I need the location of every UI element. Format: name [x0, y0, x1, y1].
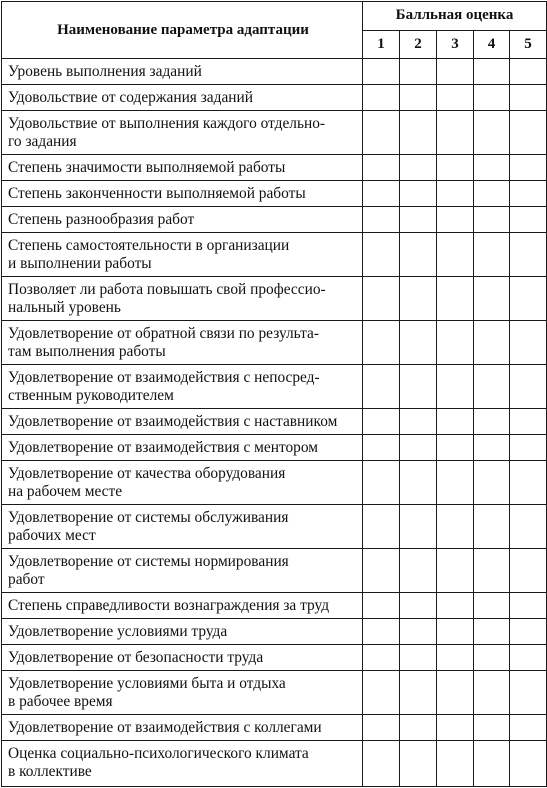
score-cell-1[interactable] — [363, 59, 400, 85]
score-cell-5[interactable] — [510, 645, 547, 671]
parameter-name-line: Степень самостоятельности в организации — [8, 237, 290, 254]
parameter-name-cell — [2, 155, 363, 181]
table-row — [2, 59, 547, 85]
parameter-name-cell — [2, 505, 363, 549]
score-cell-5[interactable] — [510, 461, 547, 505]
score-cell-2[interactable] — [400, 461, 437, 505]
score-cell-5[interactable] — [510, 321, 547, 365]
table-row — [2, 409, 547, 435]
score-cell-4[interactable] — [474, 111, 510, 155]
parameter-name-line: Позволяет ли работа повышать свой профессио- — [8, 281, 326, 298]
table-row — [2, 435, 547, 461]
parameter-name-cell — [2, 461, 363, 505]
score-cell-1[interactable] — [363, 111, 400, 155]
score-cell-5[interactable] — [510, 505, 547, 549]
table-row — [2, 741, 547, 787]
parameter-name-cell — [2, 671, 363, 715]
score-cell-4[interactable] — [474, 233, 510, 277]
score-cell-1[interactable] — [363, 233, 400, 277]
score-cell-2[interactable] — [400, 365, 437, 409]
score-cell-3[interactable] — [437, 409, 474, 435]
table-row — [2, 155, 547, 181]
parameter-name-cell — [2, 619, 363, 645]
parameter-name-line: го задания — [8, 133, 77, 150]
parameter-name-cell — [2, 715, 363, 741]
adaptation-parameters-table — [1, 1, 547, 787]
score-cell-4[interactable] — [474, 715, 510, 741]
parameter-name-line: Удовлетворение от обратной связи по результа- — [8, 325, 319, 342]
score-cell-5[interactable] — [510, 155, 547, 181]
score-cell-2[interactable] — [400, 505, 437, 549]
score-cell-3[interactable] — [437, 277, 474, 321]
score-header-3: 3 — [437, 30, 474, 59]
table-row — [2, 111, 547, 155]
score-cell-1[interactable] — [363, 741, 400, 787]
score-cell-3[interactable] — [437, 593, 474, 619]
score-cell-3[interactable] — [437, 645, 474, 671]
score-cell-2[interactable] — [400, 155, 437, 181]
score-cell-5[interactable] — [510, 59, 547, 85]
score-cell-4[interactable] — [474, 549, 510, 593]
score-header-2: 2 — [400, 30, 437, 59]
table-row — [2, 549, 547, 593]
score-cell-5[interactable] — [510, 671, 547, 715]
parameter-name-cell — [2, 85, 363, 111]
score-cell-5[interactable] — [510, 233, 547, 277]
parameter-name-line: там выполнения работы — [8, 343, 166, 360]
parameter-name-line: Степень разнообразия работ — [8, 211, 195, 228]
score-cell-1[interactable] — [363, 277, 400, 321]
score-cell-5[interactable] — [510, 111, 547, 155]
score-cell-4[interactable] — [474, 593, 510, 619]
score-cell-4[interactable] — [474, 505, 510, 549]
table-row — [2, 645, 547, 671]
parameter-name-line: Удовольствие от выполнения каждого отдельно- — [8, 115, 326, 132]
score-cell-3[interactable] — [437, 85, 474, 111]
score-cell-3[interactable] — [437, 155, 474, 181]
score-cell-2[interactable] — [400, 741, 437, 787]
score-cell-2[interactable] — [400, 715, 437, 741]
score-cell-2[interactable] — [400, 85, 437, 111]
score-cell-5[interactable] — [510, 277, 547, 321]
score-cell-2[interactable] — [400, 111, 437, 155]
score-cell-1[interactable] — [363, 155, 400, 181]
parameter-name-line: Удовлетворение от взаимодействия с наставником — [8, 413, 338, 430]
parameter-name-cell — [2, 207, 363, 233]
parameter-name-line: Удовлетворение от взаимодействия с непосред- — [8, 369, 320, 386]
parameter-name-cell — [2, 277, 363, 321]
table-row — [2, 671, 547, 715]
table-row — [2, 365, 547, 409]
parameter-name-line: и выполнении работы — [8, 255, 152, 272]
score-header-1: 1 — [363, 30, 400, 59]
score-cell-4[interactable] — [474, 155, 510, 181]
score-cell-2[interactable] — [400, 181, 437, 207]
score-cell-5[interactable] — [510, 619, 547, 645]
score-cell-2[interactable] — [400, 207, 437, 233]
parameter-name-line: Удовлетворение от системы обслуживания — [8, 509, 289, 526]
score-cell-5[interactable] — [510, 181, 547, 207]
score-cell-1[interactable] — [363, 207, 400, 233]
parameter-name-line: Удовлетворение условиями труда — [8, 623, 228, 640]
parameter-name-line: Степень законченности выполняемой работы — [8, 185, 306, 202]
score-cell-5[interactable] — [510, 365, 547, 409]
score-cell-3[interactable] — [437, 321, 474, 365]
score-group-header: Балльная оценка — [363, 2, 547, 31]
parameter-name-line: Удовлетворение от взаимодействия с ментором — [8, 439, 318, 456]
score-cell-2[interactable] — [400, 409, 437, 435]
parameter-name-line: нальный уровень — [8, 299, 121, 316]
score-header-4: 4 — [474, 30, 510, 59]
score-cell-1[interactable] — [363, 409, 400, 435]
score-cell-5[interactable] — [510, 435, 547, 461]
score-cell-4[interactable] — [474, 461, 510, 505]
score-cell-3[interactable] — [437, 741, 474, 787]
score-cell-3[interactable] — [437, 549, 474, 593]
parameter-name-line: Удовлетворение от взаимодействия с коллегами — [8, 719, 322, 736]
score-cell-3[interactable] — [437, 59, 474, 85]
score-cell-3[interactable] — [437, 671, 474, 715]
parameter-name-cell — [2, 233, 363, 277]
score-cell-5[interactable] — [510, 207, 547, 233]
parameter-name-cell — [2, 365, 363, 409]
score-cell-3[interactable] — [437, 619, 474, 645]
parameter-name-line: работ — [8, 571, 45, 588]
score-cell-4[interactable] — [474, 59, 510, 85]
parameter-name-cell — [2, 409, 363, 435]
score-cell-2[interactable] — [400, 59, 437, 85]
score-cell-1[interactable] — [363, 645, 400, 671]
score-cell-3[interactable] — [437, 461, 474, 505]
score-cell-2[interactable] — [400, 593, 437, 619]
parameter-name-cell — [2, 111, 363, 155]
score-cell-5[interactable] — [510, 715, 547, 741]
table-row — [2, 277, 547, 321]
score-cell-4[interactable] — [474, 85, 510, 111]
score-cell-2[interactable] — [400, 645, 437, 671]
parameter-name-line: Оценка социально-психологического климата — [8, 745, 309, 762]
parameter-name-cell — [2, 593, 363, 619]
score-header-5: 5 — [510, 30, 547, 59]
score-cell-4[interactable] — [474, 671, 510, 715]
table-row — [2, 181, 547, 207]
score-cell-1[interactable] — [363, 365, 400, 409]
parameter-name-line: Удовлетворение от качества оборудования — [8, 465, 286, 482]
parameter-name-cell — [2, 59, 363, 85]
score-cell-1[interactable] — [363, 549, 400, 593]
parameter-name-cell — [2, 321, 363, 365]
score-cell-2[interactable] — [400, 619, 437, 645]
parameter-name-line: Уровень выполнения заданий — [8, 63, 202, 80]
score-cell-4[interactable] — [474, 277, 510, 321]
score-cell-3[interactable] — [437, 111, 474, 155]
parameter-name-cell — [2, 741, 363, 787]
table-row — [2, 321, 547, 365]
parameter-name-line: в коллективе — [8, 763, 92, 780]
score-cell-3[interactable] — [437, 505, 474, 549]
parameter-name-line: Степень значимости выполняемой работы — [8, 159, 286, 176]
score-cell-5[interactable] — [510, 409, 547, 435]
table-row — [2, 593, 547, 619]
parameter-name-cell — [2, 549, 363, 593]
score-cell-4[interactable] — [474, 181, 510, 207]
parameter-name-line: Удовольствие от содержания заданий — [8, 89, 254, 106]
table-row — [2, 85, 547, 111]
score-cell-2[interactable] — [400, 233, 437, 277]
score-cell-5[interactable] — [510, 549, 547, 593]
score-cell-2[interactable] — [400, 277, 437, 321]
score-cell-4[interactable] — [474, 741, 510, 787]
parameter-name-line: на рабочем месте — [8, 483, 123, 500]
score-cell-2[interactable] — [400, 321, 437, 365]
score-cell-4[interactable] — [474, 619, 510, 645]
score-cell-2[interactable] — [400, 549, 437, 593]
score-cell-5[interactable] — [510, 593, 547, 619]
score-cell-5[interactable] — [510, 741, 547, 787]
score-cell-1[interactable] — [363, 671, 400, 715]
parameter-name-line: Степень справедливости вознаграждения за труд — [8, 597, 330, 614]
score-cell-4[interactable] — [474, 207, 510, 233]
score-cell-1[interactable] — [363, 715, 400, 741]
parameter-name-line: Удовлетворение условиями быта и отдыха — [8, 675, 286, 692]
parameter-name-line: Удовлетворение от безопасности труда — [8, 649, 264, 666]
table-row — [2, 505, 547, 549]
score-cell-5[interactable] — [510, 85, 547, 111]
table-row — [2, 207, 547, 233]
score-cell-3[interactable] — [437, 207, 474, 233]
score-cell-4[interactable] — [474, 409, 510, 435]
table-row — [2, 461, 547, 505]
parameter-name-line: в рабочее время — [8, 693, 113, 710]
score-cell-1[interactable] — [363, 181, 400, 207]
score-cell-3[interactable] — [437, 435, 474, 461]
score-cell-4[interactable] — [474, 645, 510, 671]
parameter-name-cell — [2, 181, 363, 207]
score-cell-1[interactable] — [363, 505, 400, 549]
score-cell-3[interactable] — [437, 365, 474, 409]
score-cell-1[interactable] — [363, 461, 400, 505]
score-cell-3[interactable] — [437, 233, 474, 277]
score-cell-2[interactable] — [400, 435, 437, 461]
table-row — [2, 715, 547, 741]
score-cell-1[interactable] — [363, 619, 400, 645]
score-cell-1[interactable] — [363, 321, 400, 365]
score-cell-1[interactable] — [363, 593, 400, 619]
score-cell-3[interactable] — [437, 181, 474, 207]
parameter-name-line: ственным руководителем — [8, 387, 174, 404]
parameter-name-cell — [2, 435, 363, 461]
parameter-name-cell — [2, 645, 363, 671]
score-cell-4[interactable] — [474, 365, 510, 409]
score-cell-3[interactable] — [437, 715, 474, 741]
parameter-name-line: Удовлетворение от системы нормирования — [8, 553, 289, 570]
parameter-name-line: рабочих мест — [8, 527, 96, 544]
score-cell-4[interactable] — [474, 321, 510, 365]
table-row — [2, 619, 547, 645]
parameter-name-header: Наименование параметра адаптации — [2, 2, 363, 59]
score-cell-1[interactable] — [363, 85, 400, 111]
table-row — [2, 233, 547, 277]
score-cell-1[interactable] — [363, 435, 400, 461]
score-cell-4[interactable] — [474, 435, 510, 461]
score-cell-2[interactable] — [400, 671, 437, 715]
